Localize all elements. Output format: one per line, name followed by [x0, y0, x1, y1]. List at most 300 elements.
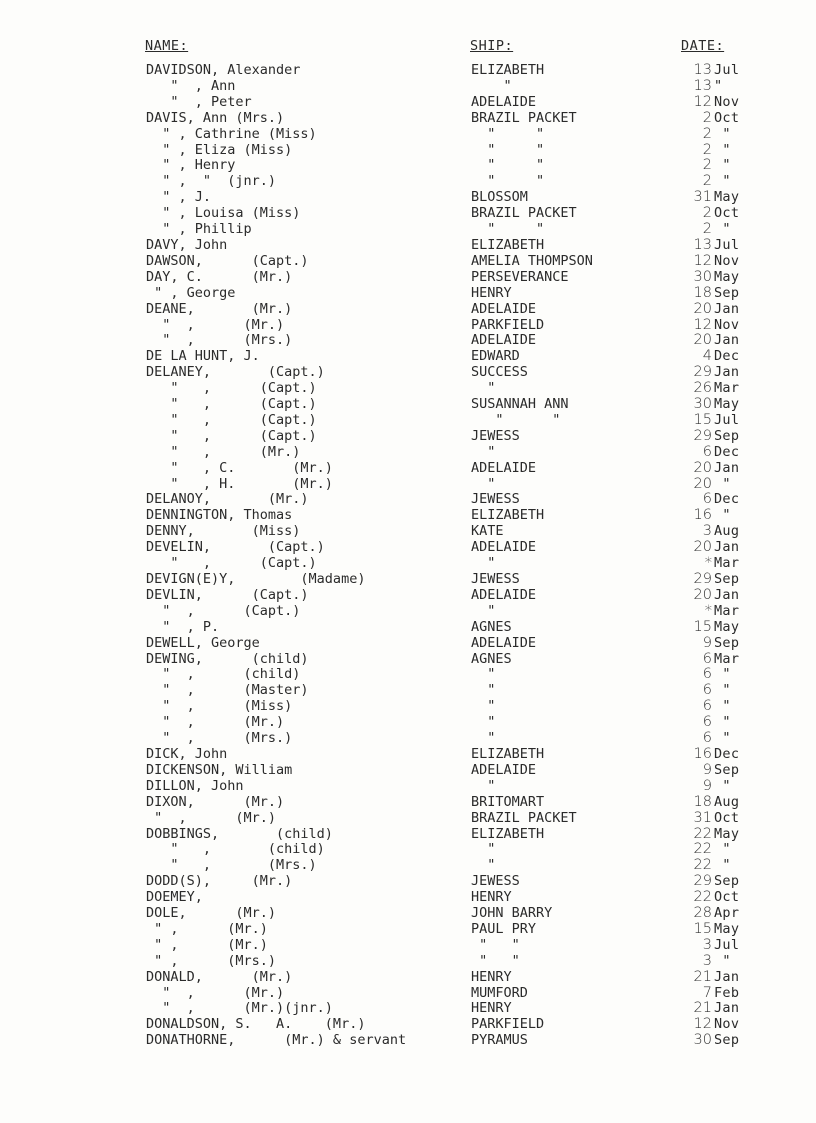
ship-name: AGNES: [471, 650, 512, 667]
date-month: ": [714, 666, 731, 683]
passenger-name: DONATHORNE, (Mr.) & servant: [146, 1032, 407, 1049]
date-month: Jul: [714, 936, 740, 953]
list-item: [0, 906, 816, 922]
date-month: Jan: [714, 586, 740, 603]
list-item: [0, 652, 816, 668]
date-day: 4: [702, 348, 712, 365]
date-month: Mar: [714, 555, 740, 572]
passenger-name: " , Phillip: [146, 221, 252, 238]
date-month: Oct: [714, 809, 740, 826]
passenger-name: DEVIGN(E)Y, (Madame): [146, 571, 366, 587]
ship-name: KATE: [471, 523, 504, 540]
ship-name: " ": [471, 411, 561, 428]
date-month: May: [714, 268, 740, 285]
passenger-name: " , (Mr.): [146, 714, 285, 731]
list-item: [0, 381, 816, 397]
list-item: [0, 747, 816, 763]
ship-name: ADELAIDE: [471, 93, 537, 110]
ship-name: BLOSSOM: [471, 189, 528, 206]
date-month: ": [714, 777, 731, 794]
date-day: 2: [702, 109, 712, 126]
list-item: [0, 286, 816, 302]
date-day: 20: [693, 539, 712, 556]
date-month: Mar: [714, 602, 740, 619]
date-day: 20: [693, 586, 712, 603]
date-month: Sep: [714, 427, 740, 444]
date-day: 20: [693, 300, 712, 317]
passenger-name: " , (Capt.): [146, 427, 317, 444]
date-month: ": [714, 221, 731, 238]
date-month: May: [714, 920, 740, 937]
passenger-name: " , (Mrs.): [146, 730, 293, 747]
passenger-name: DICKENSON, William: [146, 761, 293, 778]
list-item: [0, 970, 816, 986]
date-month: Dec: [714, 491, 740, 508]
list-item: [0, 731, 816, 747]
date-month: Jan: [714, 364, 740, 381]
date-month: ": [714, 730, 731, 747]
passenger-name: " , (Mrs.): [146, 332, 293, 349]
date-day: 3: [702, 523, 712, 540]
date-month: Sep: [714, 761, 740, 778]
list-item: [0, 397, 816, 413]
date-day: 22: [693, 825, 712, 842]
passenger-name: " , (Mr.)(jnr.): [146, 1000, 333, 1017]
passenger-name: " , Ann: [146, 77, 236, 94]
date-month: Apr: [714, 905, 740, 922]
list-item: [0, 986, 816, 1002]
date-day: 31: [693, 189, 712, 206]
list-item: [0, 174, 816, 190]
list-item: [0, 318, 816, 334]
passenger-name: " , (Mrs.): [146, 857, 317, 874]
date-month: Jan: [714, 300, 740, 317]
date-month: Nov: [714, 316, 740, 333]
date-day: 12: [693, 1016, 712, 1033]
ship-name: ELIZABETH: [471, 745, 545, 762]
date-day: 28: [693, 905, 712, 922]
passenger-name: " , " (jnr.): [146, 173, 277, 190]
date-month: Sep: [714, 634, 740, 651]
ship-name: ADELAIDE: [471, 634, 537, 651]
date-month: Sep: [714, 284, 740, 301]
passenger-name: DILLON, John: [146, 777, 244, 794]
date-day: 2: [702, 221, 712, 238]
passenger-name: " , (Mr.): [146, 443, 301, 460]
name-column-header: NAME:: [145, 38, 189, 54]
passenger-name: " , (child): [146, 841, 325, 858]
date-month: ": [714, 475, 731, 492]
list-item: [0, 524, 816, 540]
date-day: 13: [693, 77, 712, 94]
date-day: 30: [693, 268, 712, 285]
passenger-list: [0, 63, 816, 1049]
passenger-name: " , (Mr.): [146, 920, 268, 937]
date-day: 20: [693, 459, 712, 476]
ship-name: ELIZABETH: [471, 236, 545, 253]
passenger-name: DIXON, (Mr.): [146, 793, 285, 810]
date-day: 29: [693, 427, 712, 444]
list-item: [0, 715, 816, 731]
ship-name: ADELAIDE: [471, 332, 537, 349]
ship-name: JEWESS: [471, 873, 520, 890]
list-item: [0, 127, 816, 143]
ship-name: ELIZABETH: [471, 507, 545, 524]
passenger-name: " , Peter: [146, 93, 252, 110]
list-item: [0, 143, 816, 159]
list-item: [0, 158, 816, 174]
passenger-name: DICK, John: [146, 745, 228, 762]
date-month: ": [714, 157, 731, 174]
ship-name: SUCCESS: [471, 364, 528, 381]
date-day: 13: [693, 236, 712, 253]
ship-name: ELIZABETH: [471, 825, 545, 842]
date-month: Jul: [714, 411, 740, 428]
date-day: 21: [693, 1000, 712, 1017]
ship-name: ": [471, 602, 496, 619]
date-day: 6: [702, 698, 712, 715]
date-month: ": [714, 857, 731, 874]
passenger-name: " , (Mr.): [146, 984, 285, 1001]
list-item: [0, 1001, 816, 1017]
passenger-name: DONALDSON, S. A. (Mr.): [146, 1016, 366, 1033]
date-month: Nov: [714, 93, 740, 110]
ship-name: ": [471, 777, 496, 794]
date-month: Dec: [714, 745, 740, 762]
ship-name: BRAZIL PACKET: [471, 205, 577, 222]
date-month: Sep: [714, 571, 740, 587]
ship-name: HENRY: [471, 1000, 512, 1017]
list-item: [0, 540, 816, 556]
passenger-name: " , Cathrine (Miss): [146, 125, 317, 142]
passenger-name: " , Louisa (Miss): [146, 205, 301, 222]
ship-name: HENRY: [471, 889, 512, 906]
date-column-header: DATE:: [681, 38, 725, 54]
date-day: 6: [702, 491, 712, 508]
ship-name: ": [471, 714, 496, 731]
list-item: [0, 1017, 816, 1033]
list-item: [0, 206, 816, 222]
passenger-name: " , (Mr.): [146, 809, 277, 826]
date-day: 20: [693, 475, 712, 492]
list-item: [0, 890, 816, 906]
ship-name: ": [471, 682, 496, 699]
list-item: [0, 827, 816, 843]
date-month: ": [714, 173, 731, 190]
list-item: [0, 349, 816, 365]
date-day: 2: [702, 205, 712, 222]
passenger-name: DAY, C. (Mr.): [146, 268, 293, 285]
list-item: [0, 302, 816, 318]
date-day: 9: [702, 634, 712, 651]
date-day: 9: [702, 761, 712, 778]
list-item: [0, 508, 816, 524]
ship-name: PARKFIELD: [471, 1016, 545, 1033]
list-item: [0, 842, 816, 858]
list-item: [0, 667, 816, 683]
date-month: Jan: [714, 459, 740, 476]
ship-name: BRITOMART: [471, 793, 545, 810]
ship-name: AMELIA THOMPSON: [471, 252, 593, 269]
date-day: 18: [693, 793, 712, 810]
passenger-name: DEVLIN, (Capt.): [146, 586, 309, 603]
list-item: [0, 492, 816, 508]
list-item: [0, 954, 816, 970]
date-day: 15: [693, 411, 712, 428]
date-month: Oct: [714, 205, 740, 222]
passenger-name: " , Eliza (Miss): [146, 141, 293, 158]
date-month: May: [714, 189, 740, 206]
ship-name: " ": [471, 157, 545, 174]
passenger-name: DE LA HUNT, J.: [146, 348, 260, 365]
date-day: *: [704, 602, 712, 619]
ship-name: " ": [471, 221, 545, 238]
date-day: 29: [693, 571, 712, 587]
ship-name: SUSANNAH ANN: [471, 396, 569, 413]
passenger-name: " , H. (Mr.): [146, 475, 333, 492]
date-month: May: [714, 396, 740, 413]
date-month: Nov: [714, 1016, 740, 1033]
date-day: 9: [702, 777, 712, 794]
date-month: ": [714, 682, 731, 699]
list-item: [0, 922, 816, 938]
date-day: 12: [693, 252, 712, 269]
date-day: 31: [693, 809, 712, 826]
passenger-name: DOLE, (Mr.): [146, 905, 277, 922]
passenger-name: DONALD, (Mr.): [146, 968, 293, 985]
list-item: [0, 604, 816, 620]
date-day: 2: [702, 125, 712, 142]
passenger-name: DENNINGTON, Thomas: [146, 507, 293, 524]
ship-name: ": [471, 841, 496, 858]
ship-name: ": [471, 77, 512, 94]
date-day: 20: [693, 332, 712, 349]
ship-name: ": [471, 555, 496, 572]
date-month: May: [714, 825, 740, 842]
list-item: [0, 699, 816, 715]
date-month: Sep: [714, 1032, 740, 1049]
ship-name: ADELAIDE: [471, 459, 537, 476]
list-item: [0, 333, 816, 349]
date-day: *: [704, 555, 712, 572]
passenger-name: " , (Capt.): [146, 555, 317, 572]
date-month: Nov: [714, 252, 740, 269]
date-day: 6: [702, 682, 712, 699]
date-month: Aug: [714, 793, 740, 810]
date-day: 12: [693, 93, 712, 110]
passenger-name: " , George: [146, 284, 236, 301]
list-item: [0, 429, 816, 445]
date-month: ": [714, 507, 731, 524]
passenger-name: " , (Miss): [146, 698, 293, 715]
date-day: 21: [693, 968, 712, 985]
date-month: Dec: [714, 348, 740, 365]
date-day: 3: [702, 952, 712, 969]
passenger-name: " , (Capt.): [146, 411, 317, 428]
date-month: Jan: [714, 968, 740, 985]
date-day: 18: [693, 284, 712, 301]
ship-name: BRAZIL PACKET: [471, 809, 577, 826]
list-item: [0, 461, 816, 477]
list-item: [0, 95, 816, 111]
passenger-name: DAVIDSON, Alexander: [146, 62, 301, 78]
ship-name: " ": [471, 952, 520, 969]
ship-name: " ": [471, 936, 520, 953]
ship-name: " ": [471, 173, 545, 190]
list-item: [0, 938, 816, 954]
date-day: 7: [702, 984, 712, 1001]
ship-name: ": [471, 698, 496, 715]
date-month: Dec: [714, 443, 740, 460]
list-item: [0, 620, 816, 636]
ship-name: ADELAIDE: [471, 586, 537, 603]
passenger-name: DOBBINGS, (child): [146, 825, 333, 842]
date-day: 13: [693, 62, 712, 78]
ship-name: JEWESS: [471, 491, 520, 508]
date-day: 30: [693, 1032, 712, 1049]
ship-name: ": [471, 857, 496, 874]
list-item: [0, 636, 816, 652]
ship-column-header: SHIP:: [470, 38, 514, 54]
passenger-name: " , (child): [146, 666, 301, 683]
list-item: [0, 683, 816, 699]
passenger-name: DELANOY, (Mr.): [146, 491, 309, 508]
ship-name: AGNES: [471, 618, 512, 635]
passenger-name: " , J.: [146, 189, 212, 206]
list-item: [0, 254, 816, 270]
ship-name: ": [471, 730, 496, 747]
ship-name: PYRAMUS: [471, 1032, 528, 1049]
passenger-name: " , P.: [146, 618, 220, 635]
list-item: [0, 190, 816, 206]
list-item: [0, 222, 816, 238]
passenger-name: DEVELIN, (Capt.): [146, 539, 325, 556]
date-month: ": [714, 77, 723, 94]
date-day: 15: [693, 920, 712, 937]
passenger-name: DAWSON, (Capt.): [146, 252, 309, 269]
passenger-name: " , (Mr.): [146, 936, 268, 953]
list-item: [0, 111, 816, 127]
date-month: Mar: [714, 380, 740, 397]
list-item: [0, 477, 816, 493]
passenger-name: " , (Master): [146, 682, 309, 699]
ship-name: EDWARD: [471, 348, 520, 365]
list-item: [0, 238, 816, 254]
date-day: 2: [702, 173, 712, 190]
date-day: 29: [693, 364, 712, 381]
ship-name: ADELAIDE: [471, 761, 537, 778]
ship-name: PAUL PRY: [471, 920, 537, 937]
ship-name: JEWESS: [471, 427, 520, 444]
list-item: [0, 811, 816, 827]
passenger-name: DELANEY, (Capt.): [146, 364, 325, 381]
date-day: 22: [693, 889, 712, 906]
date-day: 30: [693, 396, 712, 413]
passenger-name: DEANE, (Mr.): [146, 300, 293, 317]
ship-name: BRAZIL PACKET: [471, 109, 577, 126]
passenger-name: DAVIS, Ann (Mrs.): [146, 109, 285, 126]
passenger-name: " , (Capt.): [146, 396, 317, 413]
passenger-name: " , (Capt.): [146, 602, 301, 619]
date-month: May: [714, 618, 740, 635]
list-item: [0, 874, 816, 890]
date-day: 3: [702, 936, 712, 953]
date-month: Jan: [714, 539, 740, 556]
list-item: [0, 572, 816, 588]
date-day: 15: [693, 618, 712, 635]
ship-name: ADELAIDE: [471, 300, 537, 317]
date-day: 26: [693, 380, 712, 397]
passenger-name: DAVY, John: [146, 236, 228, 253]
date-day: 6: [702, 650, 712, 667]
list-item: [0, 1033, 816, 1049]
date-month: Jul: [714, 62, 740, 78]
passenger-name: " , C. (Mr.): [146, 459, 333, 476]
ship-name: " ": [471, 125, 545, 142]
date-month: ": [714, 841, 731, 858]
date-day: 2: [702, 141, 712, 158]
ship-name: ADELAIDE: [471, 539, 537, 556]
passenger-name: DEWING, (child): [146, 650, 309, 667]
date-month: ": [714, 698, 731, 715]
date-day: 29: [693, 873, 712, 890]
date-month: Sep: [714, 873, 740, 890]
list-item: [0, 795, 816, 811]
list-item: [0, 79, 816, 95]
date-day: 22: [693, 857, 712, 874]
date-month: ": [714, 141, 731, 158]
ship-name: ": [471, 380, 496, 397]
date-day: 2: [702, 157, 712, 174]
date-day: 12: [693, 316, 712, 333]
ship-name: JEWESS: [471, 571, 520, 587]
list-item: [0, 588, 816, 604]
passenger-name: DODD(S), (Mr.): [146, 873, 293, 890]
passenger-name: " , Henry: [146, 157, 236, 174]
date-month: Jan: [714, 1000, 740, 1017]
date-day: 22: [693, 841, 712, 858]
date-month: Jan: [714, 332, 740, 349]
ship-name: ELIZABETH: [471, 62, 545, 78]
passenger-name: DEWELL, George: [146, 634, 260, 651]
date-month: Oct: [714, 889, 740, 906]
ship-name: PERSEVERANCE: [471, 268, 569, 285]
date-month: Feb: [714, 984, 740, 1001]
date-month: Oct: [714, 109, 740, 126]
ship-name: " ": [471, 141, 545, 158]
ship-name: JOHN BARRY: [471, 905, 553, 922]
passenger-name: " , (Mrs.): [146, 952, 277, 969]
list-item: [0, 63, 816, 79]
ship-name: PARKFIELD: [471, 316, 545, 333]
ship-name: MUMFORD: [471, 984, 528, 1001]
passenger-name: " , (Mr.): [146, 316, 285, 333]
date-month: Aug: [714, 523, 740, 540]
date-month: ": [714, 952, 731, 969]
date-day: 6: [702, 730, 712, 747]
date-month: ": [714, 125, 731, 142]
ship-name: HENRY: [471, 284, 512, 301]
passenger-name: DENNY, (Miss): [146, 523, 301, 540]
date-day: 16: [693, 507, 712, 524]
list-item: [0, 445, 816, 461]
date-month: Mar: [714, 650, 740, 667]
list-item: [0, 270, 816, 286]
date-day: 16: [693, 745, 712, 762]
list-item: [0, 413, 816, 429]
list-item: [0, 779, 816, 795]
list-item: [0, 365, 816, 381]
